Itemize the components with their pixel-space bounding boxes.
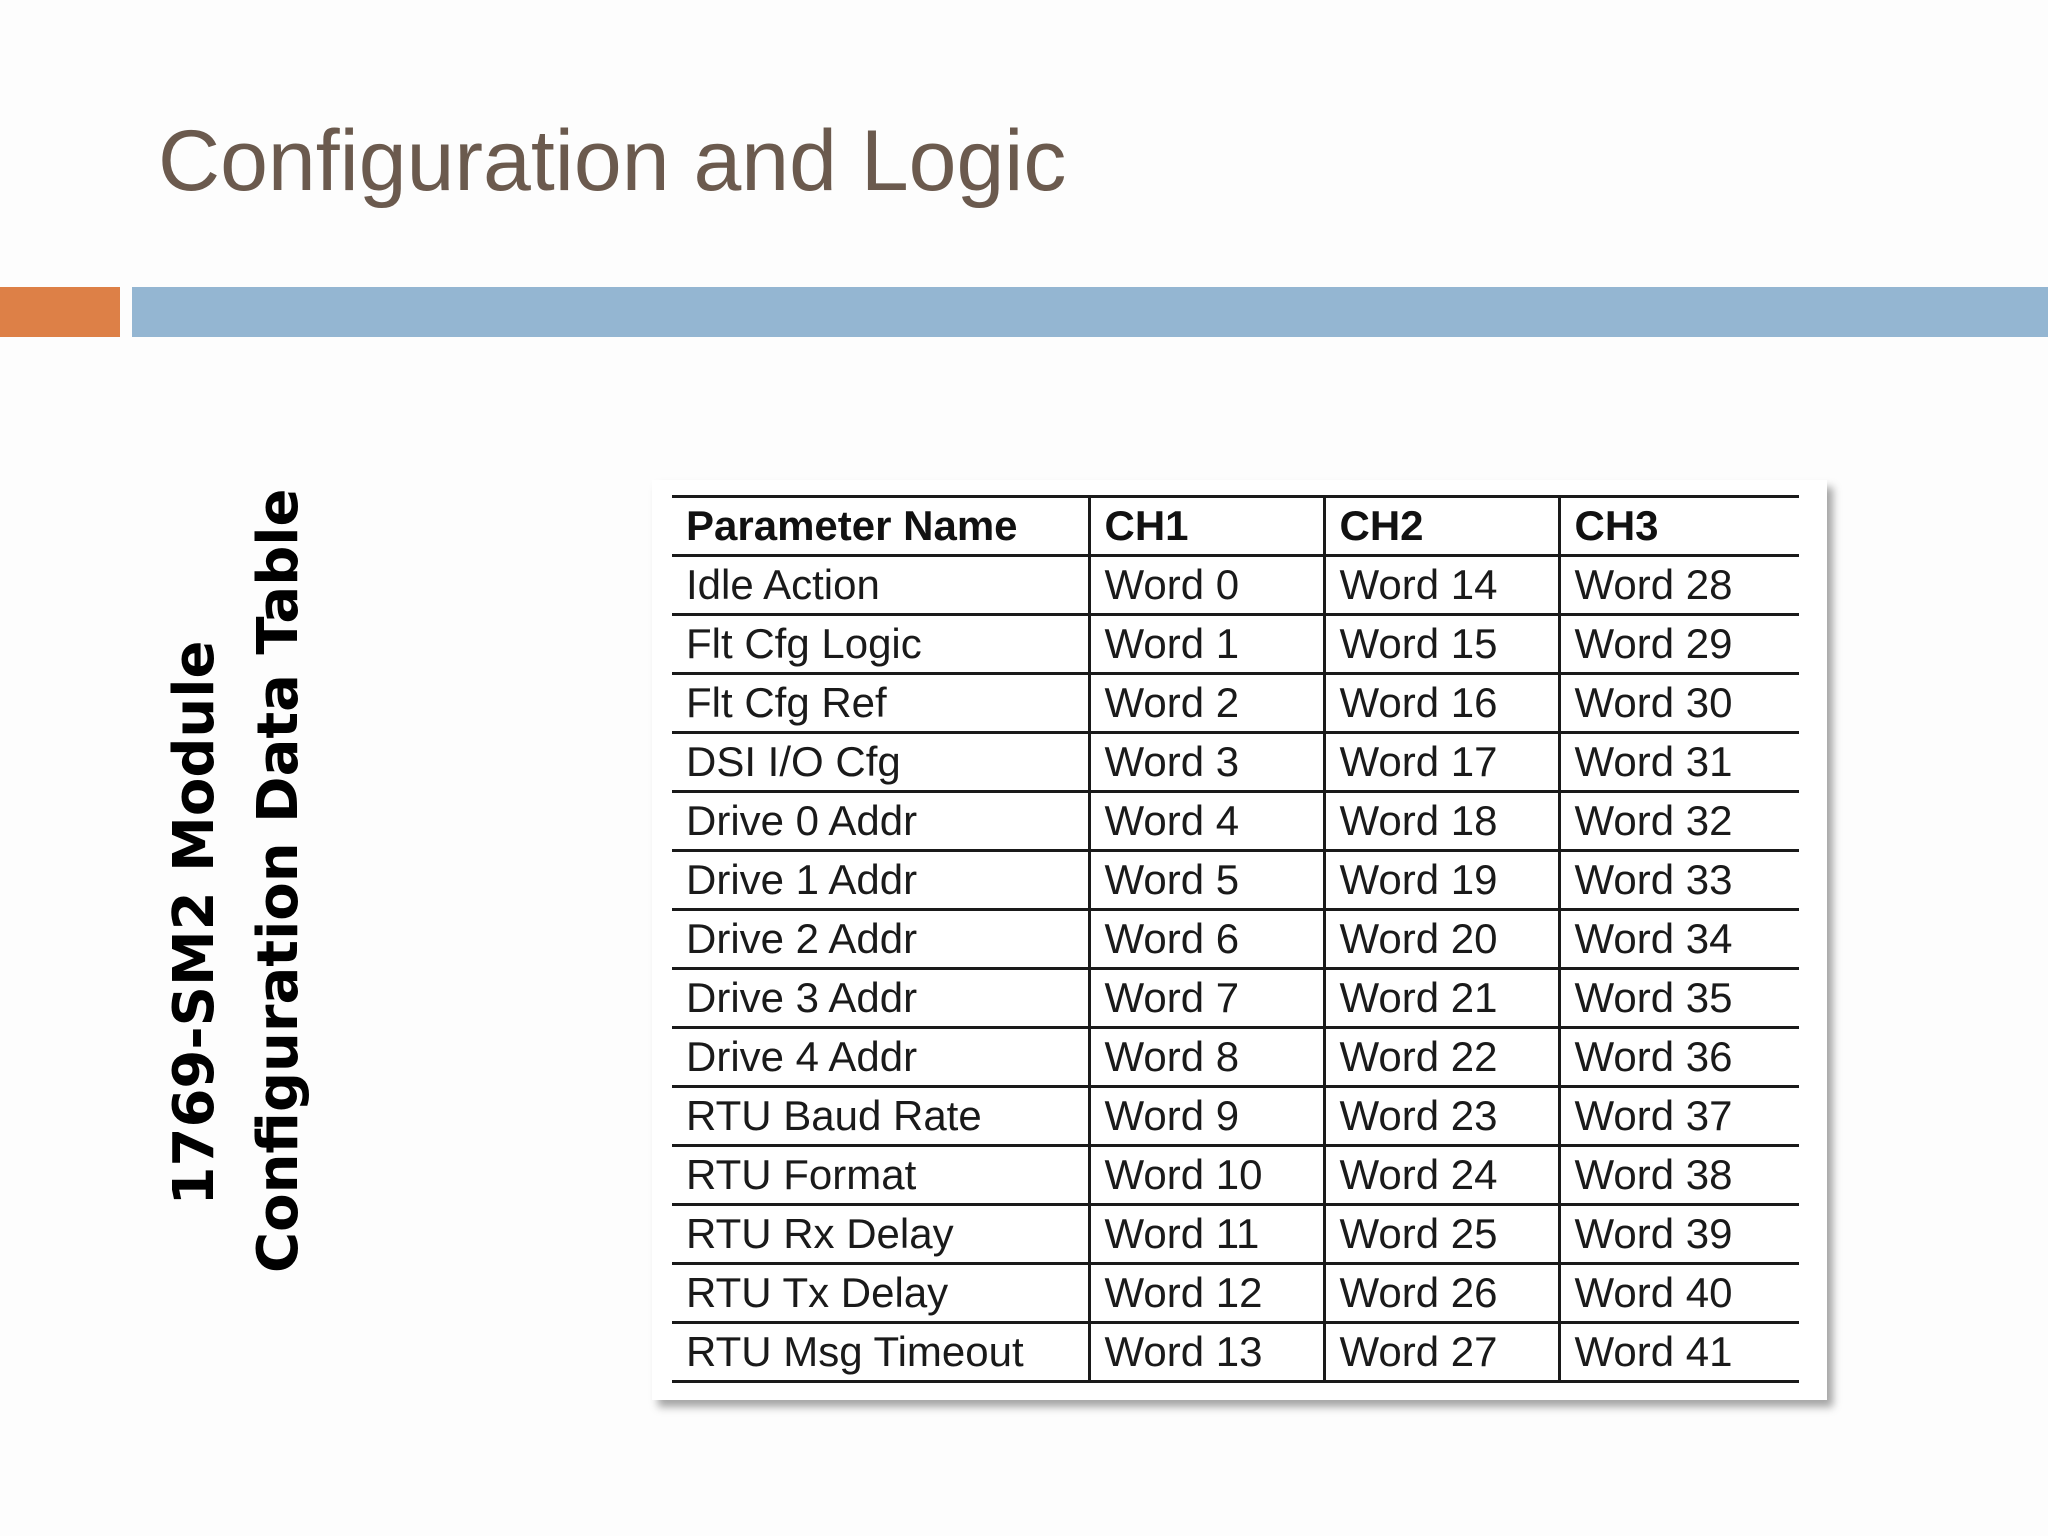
ch2-word-cell: Word 18 [1324,792,1559,851]
ch3-word-cell: Word 30 [1559,674,1799,733]
ch2-word-cell: Word 14 [1324,556,1559,615]
table-row [672,792,1799,851]
ch3-word-cell: Word 40 [1559,1264,1799,1323]
ch2-word-cell: Word 21 [1324,969,1559,1028]
ch2-word-cell: Word 15 [1324,615,1559,674]
parameter-name-cell: RTU Format [672,1146,1089,1205]
ch1-word-cell: Word 4 [1089,792,1324,851]
ch1-word-cell: Word 9 [1089,1087,1324,1146]
ch3-word-cell: Word 34 [1559,910,1799,969]
ch3-word-cell: Word 37 [1559,1087,1799,1146]
table-row [672,910,1799,969]
ch1-word-cell: Word 10 [1089,1146,1324,1205]
table-row [672,733,1799,792]
ch3-word-cell: Word 29 [1559,615,1799,674]
ch1-word-cell: Word 6 [1089,910,1324,969]
ch1-word-cell: Word 8 [1089,1028,1324,1087]
parameter-name-cell: Drive 0 Addr [672,792,1089,851]
table-row [672,1323,1799,1382]
config-table-card [652,480,1827,1400]
table-row [672,969,1799,1028]
table-row [672,615,1799,674]
ch3-word-cell: Word 36 [1559,1028,1799,1087]
parameter-name-cell: RTU Tx Delay [672,1264,1089,1323]
ch1-word-cell: Word 2 [1089,674,1324,733]
ch1-word-cell: Word 13 [1089,1323,1324,1382]
parameter-name-cell: DSI I/O Cfg [672,733,1089,792]
table-row [672,1028,1799,1087]
accent-bar-orange [0,287,120,337]
side-label [153,488,321,1273]
table-row [672,1264,1799,1323]
parameter-name-cell: Drive 3 Addr [672,969,1089,1028]
ch3-word-cell: Word 32 [1559,792,1799,851]
ch2-word-cell: Word 26 [1324,1264,1559,1323]
ch3-word-cell: Word 39 [1559,1205,1799,1264]
ch3-word-cell: Word 35 [1559,969,1799,1028]
parameter-name-cell: RTU Rx Delay [672,1205,1089,1264]
side-label-line-2: Configuration Data Table [246,488,311,1273]
table-row [672,556,1799,615]
table-row [672,851,1799,910]
slide-title: Configuration and Logic [158,113,1067,209]
ch2-word-cell: Word 17 [1324,733,1559,792]
parameter-name-cell: RTU Msg Timeout [672,1323,1089,1382]
parameter-name-cell: Drive 4 Addr [672,1028,1089,1087]
parameter-name-cell: Drive 1 Addr [672,851,1089,910]
ch1-word-cell: Word 5 [1089,851,1324,910]
ch3-word-cell: Word 41 [1559,1323,1799,1382]
ch3-word-cell: Word 33 [1559,851,1799,910]
accent-bar-blue [132,287,2048,337]
parameter-name-cell: Flt Cfg Ref [672,674,1089,733]
ch2-word-cell: Word 20 [1324,910,1559,969]
parameter-name-cell: RTU Baud Rate [672,1087,1089,1146]
parameter-name-cell: Drive 2 Addr [672,910,1089,969]
ch2-word-cell: Word 19 [1324,851,1559,910]
ch2-word-cell: Word 22 [1324,1028,1559,1087]
ch1-word-cell: Word 3 [1089,733,1324,792]
ch2-word-cell: Word 23 [1324,1087,1559,1146]
config-data-table [672,495,1799,1383]
ch1-word-cell: Word 7 [1089,969,1324,1028]
table-row [672,674,1799,733]
ch3-word-cell: Word 38 [1559,1146,1799,1205]
ch1-word-cell: Word 0 [1089,556,1324,615]
table-row [672,1087,1799,1146]
table-body [672,556,1799,1382]
ch1-word-cell: Word 1 [1089,615,1324,674]
side-label-line-1: 1769-SM2 Module [162,640,227,1206]
table-row [672,1146,1799,1205]
ch3-word-cell: Word 28 [1559,556,1799,615]
ch2-word-cell: Word 27 [1324,1323,1559,1382]
table-header-row [672,497,1799,556]
header-ch1: CH1 [1089,497,1324,556]
ch2-word-cell: Word 24 [1324,1146,1559,1205]
ch1-word-cell: Word 12 [1089,1264,1324,1323]
parameter-name-cell: Idle Action [672,556,1089,615]
ch2-word-cell: Word 16 [1324,674,1559,733]
parameter-name-cell: Flt Cfg Logic [672,615,1089,674]
header-ch3: CH3 [1559,497,1799,556]
ch3-word-cell: Word 31 [1559,733,1799,792]
header-parameter-name: Parameter Name [672,497,1089,556]
table-row [672,1205,1799,1264]
header-ch2: CH2 [1324,497,1559,556]
ch1-word-cell: Word 11 [1089,1205,1324,1264]
ch2-word-cell: Word 25 [1324,1205,1559,1264]
